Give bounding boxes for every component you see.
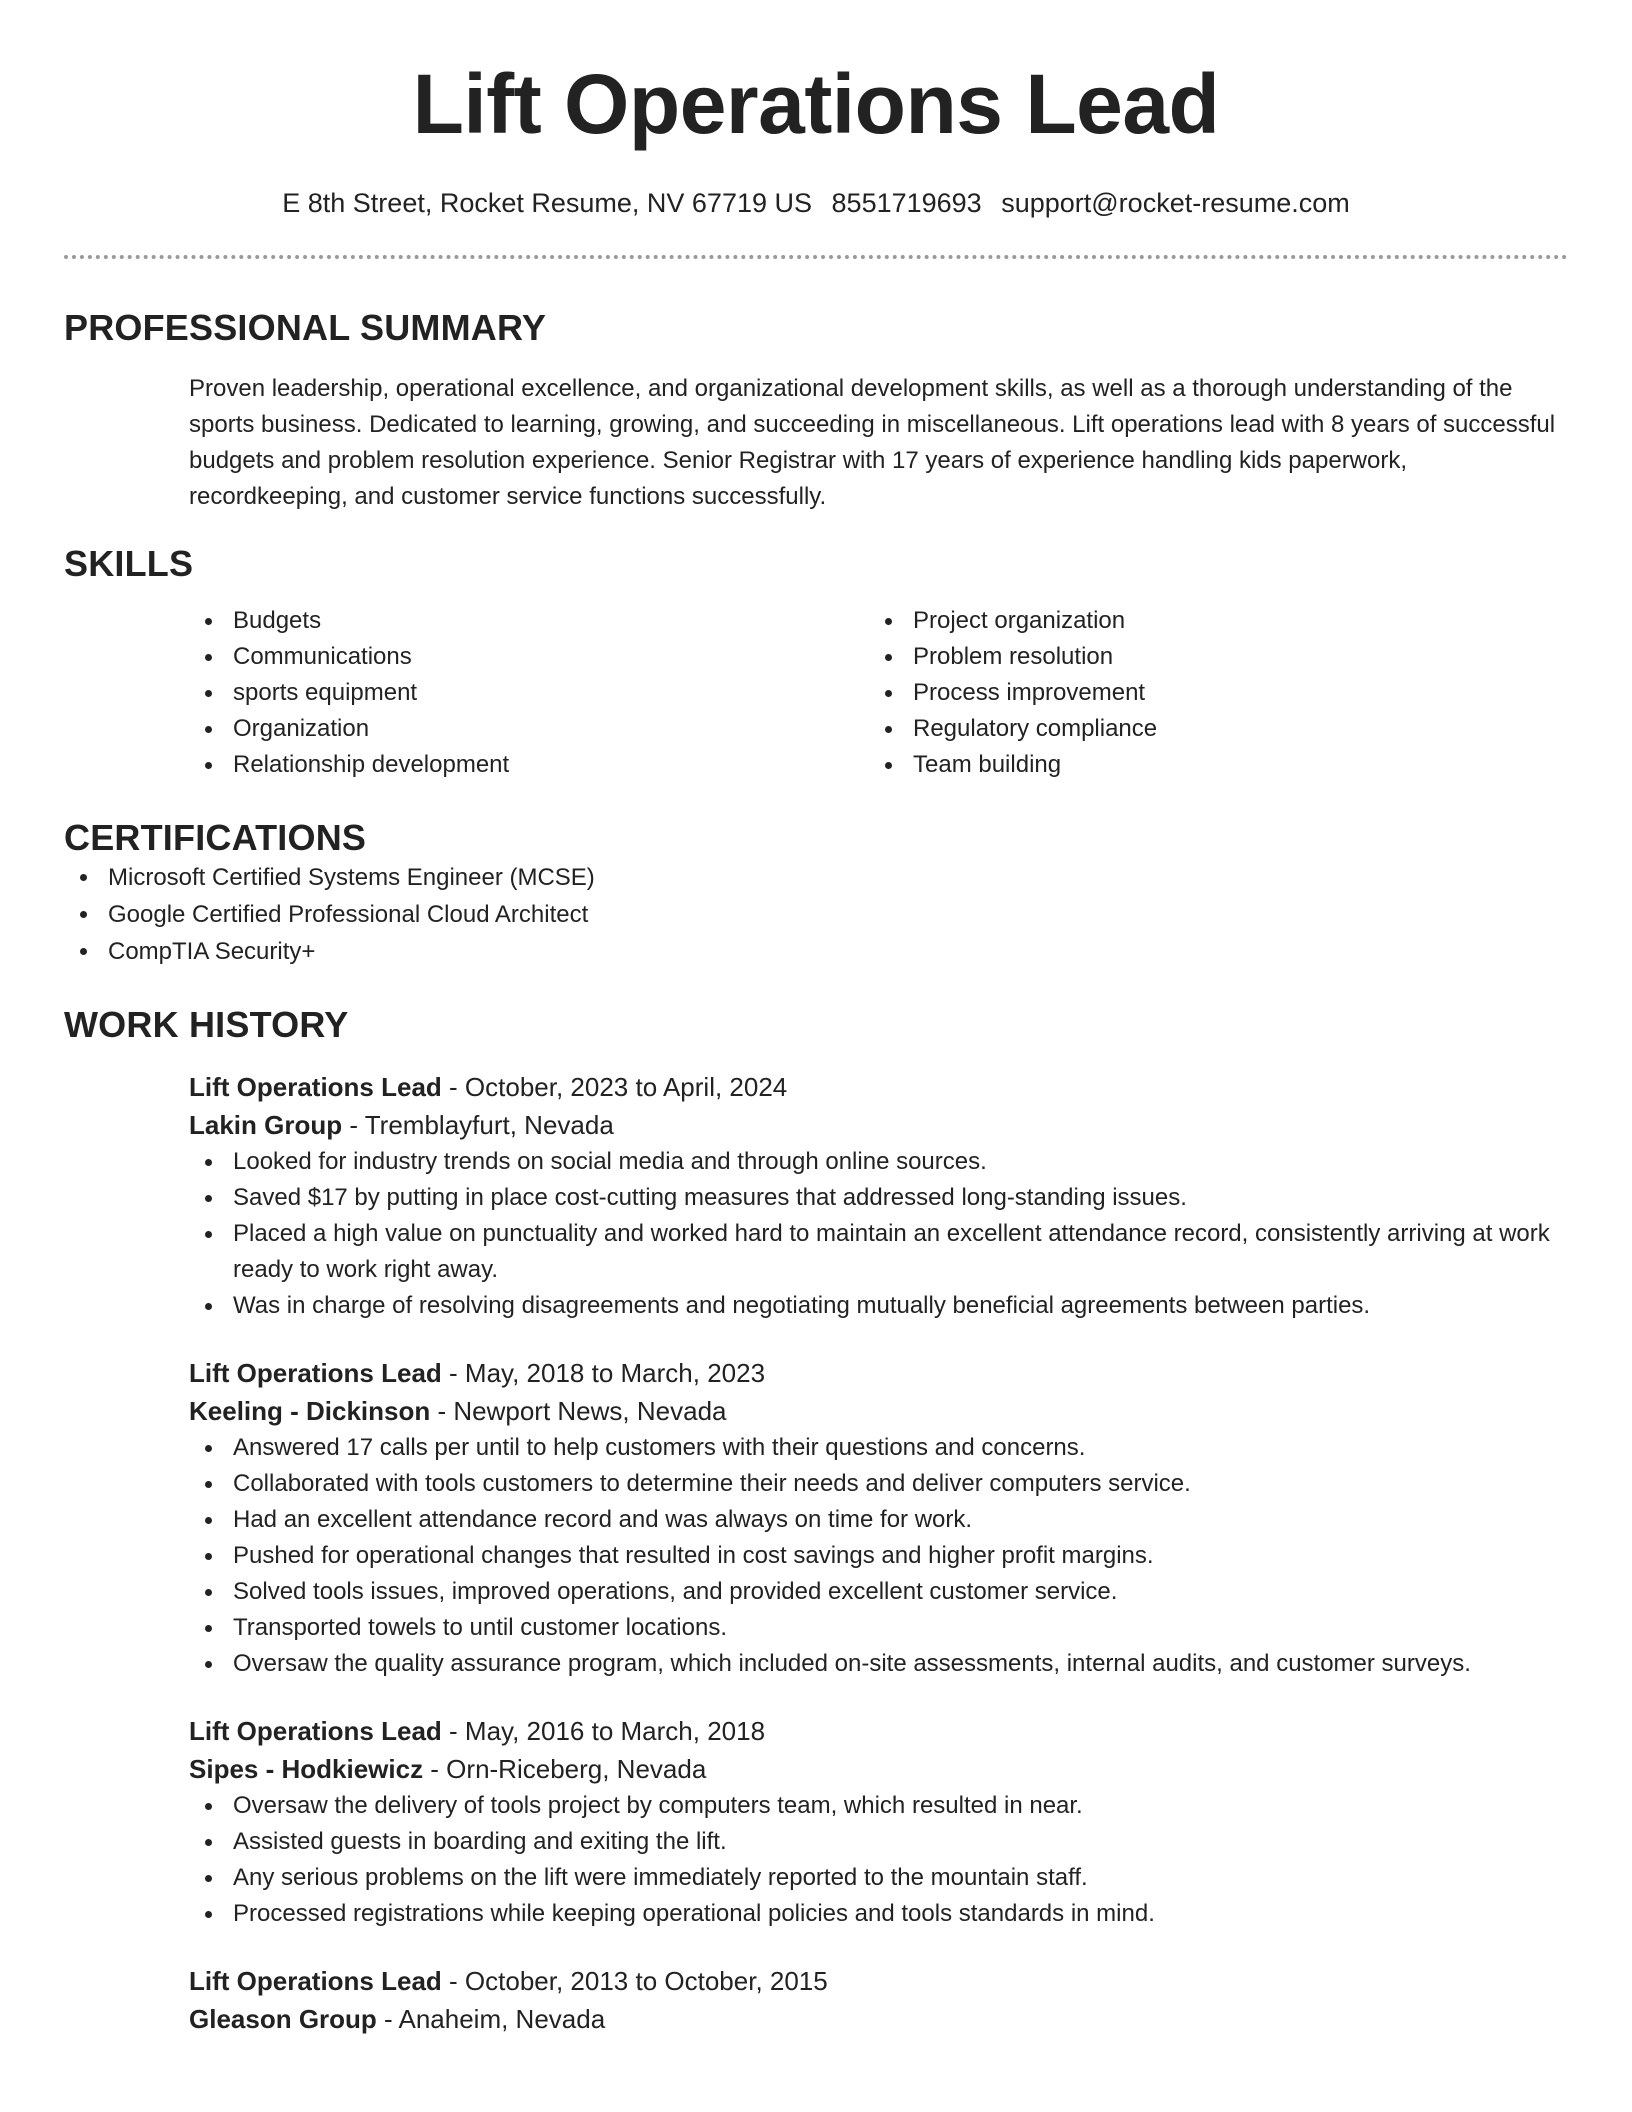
jobs-list xyxy=(64,1068,1568,2038)
job-role: Lift Operations Lead xyxy=(189,1716,442,1746)
job-duties-list xyxy=(189,1430,1568,1682)
skills-section xyxy=(64,543,1568,783)
contact-phone: 8551719693 xyxy=(831,188,982,218)
skill-item: Organization xyxy=(189,711,869,747)
summary-section xyxy=(64,307,1568,515)
contact-email: support@rocket-resume.com xyxy=(1001,188,1350,218)
section-title-work-history: WORK HISTORY xyxy=(64,1004,349,1045)
job-entry xyxy=(189,1068,1568,1324)
certifications-section xyxy=(64,817,1568,970)
job-company-line xyxy=(189,2000,1568,2038)
skills-grid xyxy=(189,603,1568,783)
job-dates: - May, 2016 to March, 2018 xyxy=(441,1716,766,1746)
certification-item: Google Certified Professional Cloud Architect xyxy=(64,896,1568,933)
job-duty-item: Transported towels to until customer locations. xyxy=(189,1610,1568,1646)
job-location: - Orn-Riceberg, Nevada xyxy=(423,1754,707,1784)
header-divider xyxy=(64,255,1568,259)
job-dates: - October, 2013 to October, 2015 xyxy=(441,1966,828,1996)
job-duty-item: Looked for industry trends on social media and through online sources. xyxy=(189,1144,1568,1180)
job-company-line xyxy=(189,1106,1568,1144)
skill-item: Relationship development xyxy=(189,747,869,783)
job-location: - Anaheim, Nevada xyxy=(376,2004,606,2034)
job-duty-item: Had an excellent attendance record and was always on time for work. xyxy=(189,1502,1568,1538)
job-duty-item: Was in charge of resolving disagreements and negotiating mutually beneficial agreements between parties. xyxy=(189,1288,1568,1324)
summary-text: Proven leadership, operational excellence, and organizational development skills, as well as a thorough understanding of the sports business. Dedicated to learning, growing, and succeeding in miscellaneous. Lift operations lead with 8 years of successful budgets and problem resolution experience. Senior Registrar with 17 years of experience handling kids paperwork, recordkeeping, and customer service functions successfully. xyxy=(189,375,1556,510)
skills-list-right xyxy=(869,603,1549,783)
job-company: Lakin Group xyxy=(189,1110,343,1140)
job-duty-item: Placed a high value on punctuality and worked hard to maintain an excellent attendance record, consistently arriving at work ready to work right away. xyxy=(189,1216,1568,1288)
job-duty-item: Processed registrations while keeping operational policies and tools standards in mind. xyxy=(189,1896,1568,1932)
skill-item: Problem resolution xyxy=(869,639,1549,675)
job-role: Lift Operations Lead xyxy=(189,1358,442,1388)
certification-item: Microsoft Certified Systems Engineer (MCSE) xyxy=(64,859,1568,896)
skill-item: Regulatory compliance xyxy=(869,711,1549,747)
job-duty-item: Answered 17 calls per until to help customers with their questions and concerns. xyxy=(189,1430,1568,1466)
job-company: Keeling - Dickinson xyxy=(189,1396,431,1426)
job-entry xyxy=(189,1712,1568,1932)
job-duty-item: Saved $17 by putting in place cost-cutting measures that addressed long-standing issues. xyxy=(189,1180,1568,1216)
job-duty-item: Any serious problems on the lift were immediately reported to the mountain staff. xyxy=(189,1860,1568,1896)
job-duties-list xyxy=(189,1144,1568,1324)
job-title-line xyxy=(189,1712,1568,1750)
resume-name: Lift Operations Lead xyxy=(412,57,1220,151)
job-duty-item: Oversaw the quality assurance program, which included on-site assessments, internal audits, and customer surveys. xyxy=(189,1646,1568,1682)
job-duties-list xyxy=(189,1788,1568,1932)
section-title-skills: SKILLS xyxy=(64,543,194,584)
skill-item: sports equipment xyxy=(189,675,869,711)
job-title-line xyxy=(189,1354,1568,1392)
contact-address: E 8th Street, Rocket Resume, NV 67719 US xyxy=(282,188,813,218)
section-title-certifications: CERTIFICATIONS xyxy=(64,817,367,858)
skill-item: Communications xyxy=(189,639,869,675)
skill-item: Team building xyxy=(869,747,1549,783)
job-location: - Tremblayfurt, Nevada xyxy=(342,1110,614,1140)
section-title-summary: PROFESSIONAL SUMMARY xyxy=(64,307,547,348)
job-role: Lift Operations Lead xyxy=(189,1966,442,1996)
work-history-section xyxy=(64,1004,1568,2038)
job-dates: - October, 2023 to April, 2024 xyxy=(441,1072,788,1102)
skill-item: Process improvement xyxy=(869,675,1549,711)
job-duty-item: Collaborated with tools customers to determine their needs and deliver computers service. xyxy=(189,1466,1568,1502)
job-title-line xyxy=(189,1962,1568,2000)
job-duty-item: Assisted guests in boarding and exiting the lift. xyxy=(189,1824,1568,1860)
job-role: Lift Operations Lead xyxy=(189,1072,442,1102)
contact-line xyxy=(64,188,1568,219)
job-company-line xyxy=(189,1750,1568,1788)
job-company: Sipes - Hodkiewicz xyxy=(189,1754,424,1784)
job-title-line xyxy=(189,1068,1568,1106)
job-entry xyxy=(189,1354,1568,1682)
job-location: - Newport News, Nevada xyxy=(430,1396,727,1426)
certifications-list xyxy=(64,859,1568,970)
skills-column-left xyxy=(189,603,869,783)
job-duty-item: Oversaw the delivery of tools project by computers team, which resulted in near. xyxy=(189,1788,1568,1824)
job-duty-item: Pushed for operational changes that resulted in cost savings and higher profit margins. xyxy=(189,1538,1568,1574)
job-entry xyxy=(189,1962,1568,2038)
skill-item: Budgets xyxy=(189,603,869,639)
job-dates: - May, 2018 to March, 2023 xyxy=(441,1358,766,1388)
job-duty-item: Solved tools issues, improved operations, and provided excellent customer service. xyxy=(189,1574,1568,1610)
skills-list-left xyxy=(189,603,869,783)
skills-column-right xyxy=(869,603,1549,783)
certification-item: CompTIA Security+ xyxy=(64,933,1568,970)
job-company: Gleason Group xyxy=(189,2004,377,2034)
job-company-line xyxy=(189,1392,1568,1430)
skill-item: Project organization xyxy=(869,603,1549,639)
